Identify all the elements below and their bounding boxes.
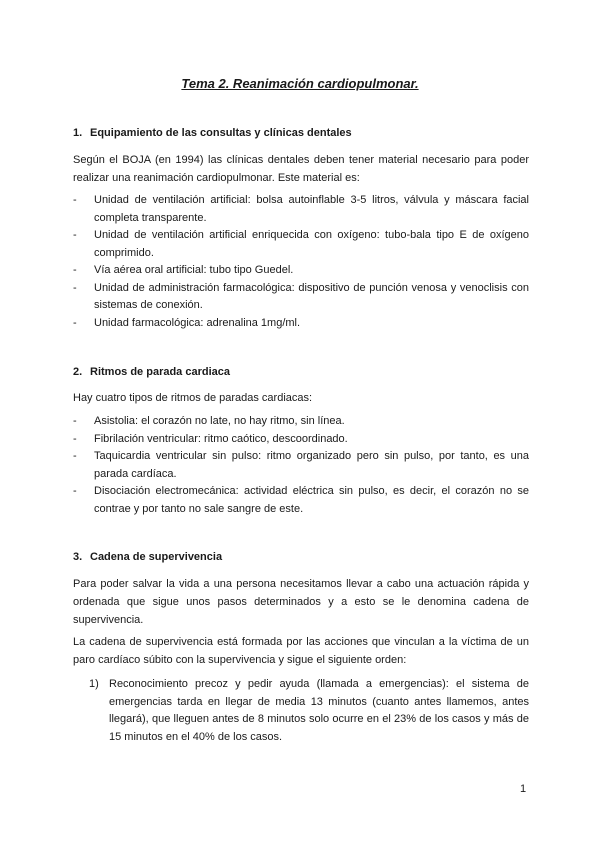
section-heading-text: Cadena de supervivencia bbox=[90, 551, 223, 563]
list-number: 1) bbox=[89, 678, 99, 690]
survival-chain-list bbox=[89, 676, 529, 746]
section-intro: Hay cuatro tipos de ritmos de paradas cardiacas: bbox=[73, 392, 313, 404]
list-bullet: - bbox=[73, 194, 77, 206]
list-item bbox=[73, 192, 529, 227]
list-item bbox=[73, 262, 529, 280]
page-number: 1 bbox=[520, 783, 527, 795]
section-heading-text: Equipamiento de las consultas y clínicas dentales bbox=[90, 127, 352, 139]
list-item bbox=[73, 483, 529, 518]
section-intro: Para poder salvar la vida a una persona necesitamos llevar a cabo una actuación rápida y ordenada que sigue unos pasos determinados y a esto se le denomina cadena de supervivencia. bbox=[73, 578, 529, 626]
list-item bbox=[89, 676, 529, 746]
section-heading-text: Ritmos de parada cardiaca bbox=[90, 366, 231, 378]
list-item bbox=[73, 315, 529, 333]
list-bullet: - bbox=[73, 432, 77, 445]
list-bullet: - bbox=[73, 415, 77, 427]
list-item-text: Asistolia: el corazón no late, no hay ritmo, sin línea. bbox=[94, 415, 345, 427]
section-number: 2. bbox=[73, 366, 83, 378]
list-item-text: Unidad farmacológica: adrenalina 1mg/ml. bbox=[94, 316, 301, 329]
list-item-text: Unidad de administración farmacológica: dispositivo de punción venosa y venoclisis con sistemas de conexión. bbox=[94, 281, 529, 311]
list-item-text: Disociación electromecánica: actividad eléctrica sin pulso, es decir, el corazón no se contrae y por tanto no sale sangre de este. bbox=[94, 485, 529, 515]
list-item-text: Taquicardia ventricular sin pulso: ritmo organizado pero sin pulso, por tanto, es una parada cardíaca. bbox=[94, 450, 529, 480]
rhythm-list bbox=[73, 413, 529, 518]
list-bullet: - bbox=[73, 264, 77, 276]
list-item-text: Unidad de ventilación artificial enriquecida con oxígeno: tubo-bala tipo E de oxígeno comprimido. bbox=[94, 229, 529, 259]
list-item-text: Reconocimiento precoz y pedir ayuda (llamada a emergencias): el sistema de emergencias tarda en llegar de media 13 minutos (cuanto antes llamemos, antes llegará), que lleguen antes de 8 minutos solo ocurre en el 23% de los casos y más de 15 minutos en el 40% de los casos. bbox=[109, 678, 529, 743]
section-number: 1. bbox=[73, 127, 83, 139]
document-title: Tema 2. Reanimación cardiopulmonar. bbox=[181, 76, 419, 91]
list-bullet: - bbox=[73, 450, 77, 462]
list-item bbox=[73, 431, 529, 449]
section-heading-ritmos bbox=[73, 366, 230, 378]
list-bullet: - bbox=[73, 485, 77, 497]
list-item bbox=[73, 413, 529, 431]
section-intro-second: La cadena de supervivencia está formada por las acciones que vinculan a la víctima de un paro cardíaco súbito con la supervivencia y sigue el siguiente orden: bbox=[73, 636, 529, 666]
section-heading-equipamiento bbox=[73, 127, 352, 139]
section-heading-cadena bbox=[73, 551, 222, 563]
section-number: 3. bbox=[73, 551, 83, 563]
section-intro: Según el BOJA (en 1994) las clínicas dentales deben tener material necesario para poder realizar una reanimación cardiopulmonar. Este material es: bbox=[73, 154, 529, 184]
list-item-text: Unidad de ventilación artificial: bolsa autoinflable 3-5 litros, válvula y máscara facial completa transparente. bbox=[94, 194, 529, 224]
list-bullet: - bbox=[73, 229, 77, 241]
list-item bbox=[73, 280, 529, 315]
equipment-list bbox=[73, 192, 529, 332]
list-item-text: Vía aérea oral artificial: tubo tipo Guedel. bbox=[94, 264, 294, 276]
list-bullet: - bbox=[73, 316, 77, 329]
list-item-text: Fibrilación ventricular: ritmo caótico, descoordinado. bbox=[94, 432, 348, 445]
list-bullet: - bbox=[73, 281, 77, 294]
list-item bbox=[73, 227, 529, 262]
list-item bbox=[73, 448, 529, 483]
